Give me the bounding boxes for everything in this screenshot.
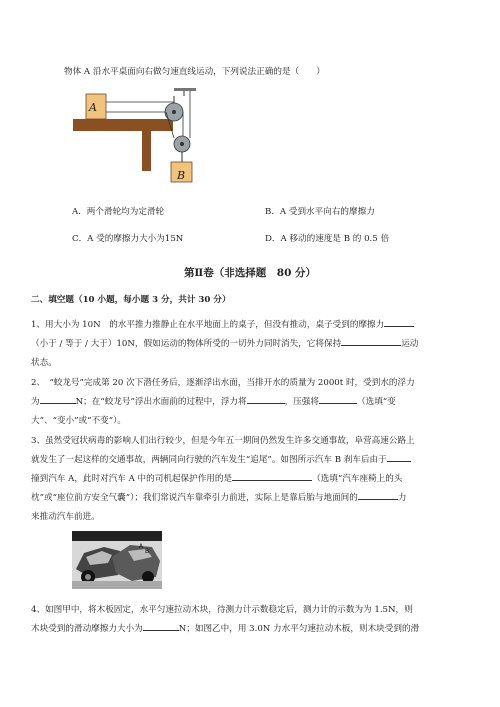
question-3: 3、虽然受冠状病毒的影响人们出行较少，但是今年五一期间仍然发生许多交通事故，阜营高速公路上 就发生了一起这样的交通事故，两辆同向行驶的汽车发生“追尾”。如图所示汽车 B 刹车后由于 撞到汽车 A，此时对汽车 A 中的司机起保护作用的是 （选填“汽车座椅上的头 枕”或“座位前方安全气囊”）；我们常说汽车靠牵引力前进，实际上是靠后胎与地面间的 力 来推动汽车前进。 (31, 436, 415, 522)
option-b: B．A 受到水平向右的摩擦力 (265, 207, 375, 217)
blank-5[interactable] (319, 393, 357, 404)
blank-8[interactable] (358, 489, 398, 500)
question-1: 1、用大小为 10N 的水平推力推静止在水平地面上的桌子，但没有推动，桌子受到的摩擦力 （小于 / 等于 / 大于）10N，假如运动的物体所受的一切外力同时消失，它将保持 运动 状态。 (31, 316, 471, 373)
blank-6[interactable] (387, 451, 411, 462)
part-title: 二、填空题（10 小题，每小题 3 分，共计 30 分） (31, 295, 231, 305)
car-crash-photo (72, 531, 162, 589)
blank-2[interactable] (341, 335, 401, 346)
blank-9[interactable] (143, 620, 179, 631)
blank-3[interactable] (40, 393, 76, 404)
option-c: C．A 受的摩擦力大小为15N (72, 234, 184, 244)
block-a-label: A (89, 101, 97, 114)
block-b-label: B (177, 169, 186, 182)
blank-7[interactable] (232, 470, 312, 481)
option-a: A．两个滑轮均为定滑轮 (72, 207, 165, 217)
photo-label-a: A (139, 543, 144, 550)
question-4: 4、如图甲中，将木板固定，水平匀速拉动木块，待测力计示数稳定后，测力计的示数为为 1.5N，则 木块受到的滑动摩擦力大小为 N；如图乙中，用 3.0N 力水平匀速拉动木板，则木块受到的滑 (31, 605, 420, 634)
table-leg (142, 131, 151, 171)
question-intro: 物体 A 沿水平桌面向右做匀速直线运动，下列说法正确的是（ ） (64, 67, 325, 77)
section-title: 第Ⅱ卷（非选择题 80 分） (183, 267, 317, 279)
option-d: D．A 移动的速度是 B 的 0.5 倍 (265, 234, 390, 244)
table-top (73, 119, 173, 131)
blank-4[interactable] (247, 393, 285, 404)
photo-label-b: B (145, 548, 150, 555)
question-2: 2、 “蛟龙号”完成第 20 次下潜任务后，逐渐浮出水面，当排开水的质量为 2000t 时，受到水的浮力 为 N；在“蛟龙号”浮出水面前的过程中，浮力将 ，压强将 （选填“变 大”、“变小”或“不变”）。 (31, 378, 415, 426)
blank-1[interactable] (384, 316, 414, 327)
